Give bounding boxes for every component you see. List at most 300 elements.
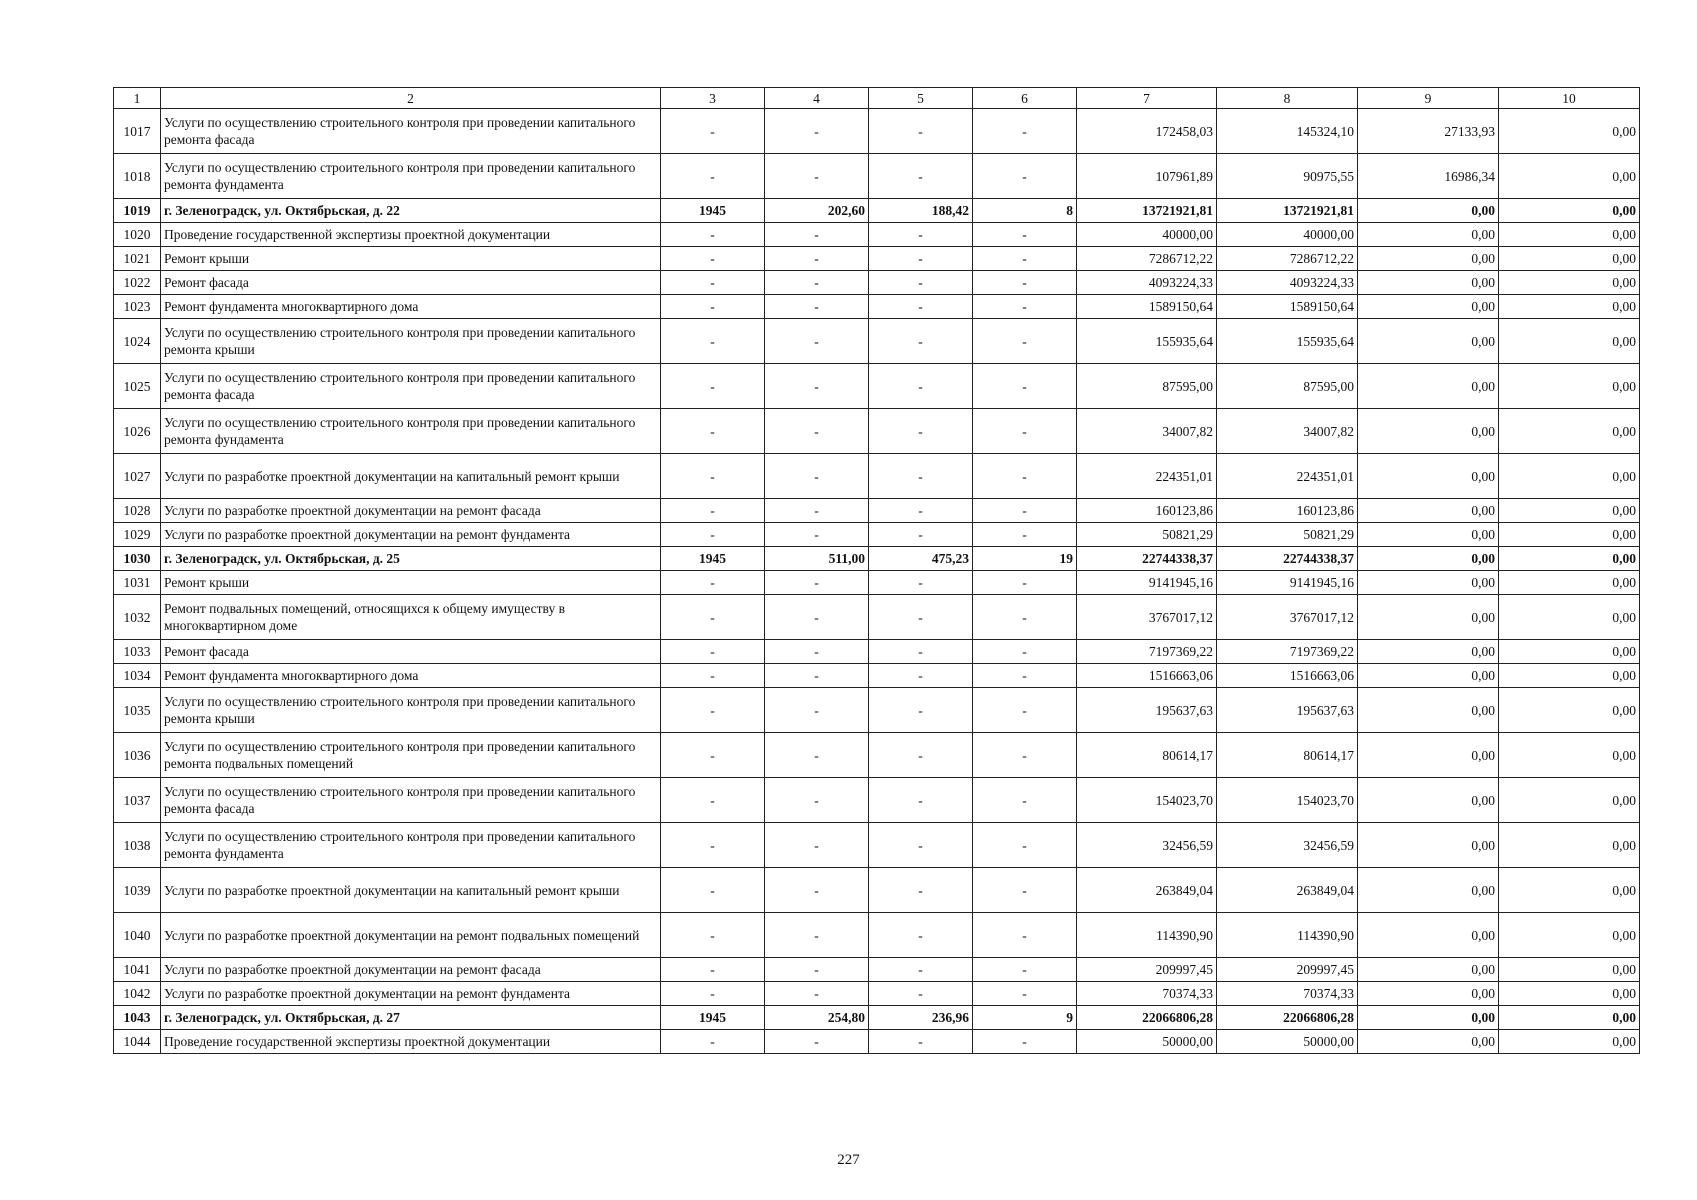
row-description: Услуги по осуществлению строительного контроля при проведении капитального ремонта фасада	[161, 364, 661, 409]
cell-col-6: -	[973, 982, 1077, 1006]
cell-col-5: -	[869, 247, 973, 271]
cell-col-6: -	[973, 571, 1077, 595]
table-row	[114, 913, 1640, 958]
cell-col-5: -	[869, 913, 973, 958]
cell-col-5: -	[869, 688, 973, 733]
cell-col-10: 0,00	[1499, 547, 1640, 571]
cell-col-7: 34007,82	[1077, 409, 1217, 454]
cell-col-7: 87595,00	[1077, 364, 1217, 409]
cell-col-5: -	[869, 733, 973, 778]
table-row	[114, 319, 1640, 364]
cell-col-3: 1945	[661, 199, 765, 223]
row-number: 1018	[114, 154, 161, 199]
cell-col-7: 209997,45	[1077, 958, 1217, 982]
table-row	[114, 523, 1640, 547]
cell-col-6: -	[973, 295, 1077, 319]
cell-col-4: -	[765, 982, 869, 1006]
table-row	[114, 1030, 1640, 1054]
cell-col-4: -	[765, 823, 869, 868]
cell-col-9: 0,00	[1358, 454, 1499, 499]
cell-col-3: -	[661, 319, 765, 364]
cell-col-6: -	[973, 595, 1077, 640]
cell-col-5: -	[869, 454, 973, 499]
cell-col-6: -	[973, 223, 1077, 247]
cell-col-10: 0,00	[1499, 499, 1640, 523]
cell-col-4: -	[765, 523, 869, 547]
row-description: Услуги по осуществлению строительного контроля при проведении капитального ремонта подвальных помещений	[161, 733, 661, 778]
row-description: Ремонт крыши	[161, 247, 661, 271]
cell-col-9: 0,00	[1358, 913, 1499, 958]
row-number: 1042	[114, 982, 161, 1006]
row-description: Услуги по осуществлению строительного контроля при проведении капитального ремонта фасада	[161, 109, 661, 154]
cell-col-5: -	[869, 319, 973, 364]
cell-col-3: -	[661, 154, 765, 199]
table-row	[114, 247, 1640, 271]
cell-col-8: 70374,33	[1217, 982, 1358, 1006]
cell-col-5: 236,96	[869, 1006, 973, 1030]
cell-col-3: 1945	[661, 1006, 765, 1030]
cell-col-8: 263849,04	[1217, 868, 1358, 913]
cell-col-9: 16986,34	[1358, 154, 1499, 199]
table-row	[114, 547, 1640, 571]
cell-col-10: 0,00	[1499, 913, 1640, 958]
cell-col-5: -	[869, 640, 973, 664]
cell-col-8: 9141945,16	[1217, 571, 1358, 595]
row-number: 1031	[114, 571, 161, 595]
cell-col-10: 0,00	[1499, 409, 1640, 454]
cell-col-10: 0,00	[1499, 1006, 1640, 1030]
row-description: Ремонт фасада	[161, 271, 661, 295]
cell-col-8: 7286712,22	[1217, 247, 1358, 271]
cell-col-10: 0,00	[1499, 595, 1640, 640]
cell-col-4: 511,00	[765, 547, 869, 571]
cell-col-8: 154023,70	[1217, 778, 1358, 823]
cell-col-9: 0,00	[1358, 547, 1499, 571]
cell-col-10: 0,00	[1499, 247, 1640, 271]
row-number: 1034	[114, 664, 161, 688]
cell-col-5: -	[869, 154, 973, 199]
cell-col-10: 0,00	[1499, 664, 1640, 688]
cell-col-7: 1516663,06	[1077, 664, 1217, 688]
column-header: 5	[869, 88, 973, 109]
cell-col-4: -	[765, 364, 869, 409]
cell-col-3: -	[661, 295, 765, 319]
cell-col-9: 0,00	[1358, 688, 1499, 733]
cell-col-4: -	[765, 1030, 869, 1054]
cell-col-3: -	[661, 1030, 765, 1054]
cell-col-3: -	[661, 958, 765, 982]
header-row	[114, 88, 1640, 109]
row-number: 1040	[114, 913, 161, 958]
cell-col-6: -	[973, 409, 1077, 454]
table-row	[114, 982, 1640, 1006]
cell-col-3: -	[661, 247, 765, 271]
table-row	[114, 271, 1640, 295]
cell-col-9: 0,00	[1358, 409, 1499, 454]
cell-col-8: 40000,00	[1217, 223, 1358, 247]
cell-col-8: 32456,59	[1217, 823, 1358, 868]
cell-col-9: 0,00	[1358, 271, 1499, 295]
cell-col-4: -	[765, 958, 869, 982]
column-header: 6	[973, 88, 1077, 109]
row-description: Проведение государственной экспертизы проектной документации	[161, 223, 661, 247]
cell-col-3: -	[661, 499, 765, 523]
column-header: 8	[1217, 88, 1358, 109]
table-row	[114, 958, 1640, 982]
row-number: 1033	[114, 640, 161, 664]
cell-col-5: -	[869, 499, 973, 523]
cell-col-4: -	[765, 271, 869, 295]
cell-col-4: -	[765, 640, 869, 664]
page-number: 227	[837, 1152, 860, 1168]
cell-col-7: 172458,03	[1077, 109, 1217, 154]
cell-col-9: 0,00	[1358, 319, 1499, 364]
cell-col-4: -	[765, 154, 869, 199]
row-number: 1022	[114, 271, 161, 295]
table-row	[114, 199, 1640, 223]
cell-col-7: 7286712,22	[1077, 247, 1217, 271]
cell-col-9: 0,00	[1358, 571, 1499, 595]
cell-col-7: 114390,90	[1077, 913, 1217, 958]
cell-col-5: -	[869, 109, 973, 154]
table-row	[114, 571, 1640, 595]
row-number: 1027	[114, 454, 161, 499]
cell-col-10: 0,00	[1499, 523, 1640, 547]
table-row	[114, 823, 1640, 868]
cell-col-9: 0,00	[1358, 199, 1499, 223]
row-number: 1021	[114, 247, 161, 271]
cell-col-3: -	[661, 664, 765, 688]
row-number: 1039	[114, 868, 161, 913]
cell-col-7: 7197369,22	[1077, 640, 1217, 664]
cell-col-7: 13721921,81	[1077, 199, 1217, 223]
cell-col-3: -	[661, 733, 765, 778]
row-description: Услуги по осуществлению строительного контроля при проведении капитального ремонта фундамента	[161, 823, 661, 868]
cell-col-9: 0,00	[1358, 295, 1499, 319]
cell-col-8: 145324,10	[1217, 109, 1358, 154]
row-description: Ремонт фундамента многоквартирного дома	[161, 295, 661, 319]
cell-col-8: 155935,64	[1217, 319, 1358, 364]
cell-col-4: -	[765, 454, 869, 499]
cell-col-8: 7197369,22	[1217, 640, 1358, 664]
row-description: Услуги по осуществлению строительного контроля при проведении капитального ремонта крыши	[161, 319, 661, 364]
cell-col-9: 0,00	[1358, 1030, 1499, 1054]
cell-col-4: -	[765, 688, 869, 733]
cell-col-5: -	[869, 271, 973, 295]
cell-col-5: -	[869, 364, 973, 409]
cell-col-8: 209997,45	[1217, 958, 1358, 982]
cell-col-10: 0,00	[1499, 733, 1640, 778]
cell-col-6: -	[973, 958, 1077, 982]
cell-col-3: -	[661, 523, 765, 547]
cell-col-6: -	[973, 778, 1077, 823]
cell-col-9: 0,00	[1358, 982, 1499, 1006]
row-description: Услуги по разработке проектной документации на ремонт фасада	[161, 499, 661, 523]
cell-col-8: 90975,55	[1217, 154, 1358, 199]
row-description: Услуги по разработке проектной документации на ремонт фундамента	[161, 523, 661, 547]
row-description: Проведение государственной экспертизы проектной документации	[161, 1030, 661, 1054]
table-row	[114, 409, 1640, 454]
cell-col-9: 0,00	[1358, 664, 1499, 688]
table-row	[114, 454, 1640, 499]
cell-col-5: -	[869, 595, 973, 640]
table-row	[114, 778, 1640, 823]
cell-col-5: -	[869, 571, 973, 595]
cell-col-8: 4093224,33	[1217, 271, 1358, 295]
cell-col-4: -	[765, 778, 869, 823]
row-description: Услуги по осуществлению строительного контроля при проведении капитального ремонта фундамента	[161, 154, 661, 199]
cell-col-4: -	[765, 223, 869, 247]
cell-col-6: -	[973, 664, 1077, 688]
row-number: 1024	[114, 319, 161, 364]
cell-col-8: 160123,86	[1217, 499, 1358, 523]
row-description: Ремонт фасада	[161, 640, 661, 664]
row-number: 1044	[114, 1030, 161, 1054]
row-number: 1037	[114, 778, 161, 823]
cell-col-4: -	[765, 664, 869, 688]
cell-col-3: -	[661, 571, 765, 595]
cell-col-8: 22066806,28	[1217, 1006, 1358, 1030]
table-row	[114, 688, 1640, 733]
cell-col-10: 0,00	[1499, 778, 1640, 823]
cell-col-7: 1589150,64	[1077, 295, 1217, 319]
row-description: Услуги по разработке проектной документации на ремонт фундамента	[161, 982, 661, 1006]
table-row	[114, 154, 1640, 199]
cell-col-3: -	[661, 271, 765, 295]
cell-col-5: -	[869, 778, 973, 823]
cell-col-3: -	[661, 913, 765, 958]
cell-col-6: -	[973, 154, 1077, 199]
column-header: 10	[1499, 88, 1640, 109]
cell-col-7: 155935,64	[1077, 319, 1217, 364]
table-row	[114, 295, 1640, 319]
cell-col-6: -	[973, 454, 1077, 499]
cell-col-5: -	[869, 958, 973, 982]
cell-col-6: -	[973, 913, 1077, 958]
cell-col-6: -	[973, 688, 1077, 733]
cell-col-3: -	[661, 823, 765, 868]
cell-col-7: 263849,04	[1077, 868, 1217, 913]
cell-col-9: 0,00	[1358, 499, 1499, 523]
cell-col-9: 0,00	[1358, 1006, 1499, 1030]
row-description: Услуги по разработке проектной документации на ремонт фасада	[161, 958, 661, 982]
cell-col-5: -	[869, 223, 973, 247]
cell-col-8: 80614,17	[1217, 733, 1358, 778]
cell-col-8: 1516663,06	[1217, 664, 1358, 688]
cell-col-10: 0,00	[1499, 958, 1640, 982]
cell-col-7: 40000,00	[1077, 223, 1217, 247]
row-number: 1023	[114, 295, 161, 319]
cell-col-10: 0,00	[1499, 688, 1640, 733]
cell-col-8: 13721921,81	[1217, 199, 1358, 223]
cell-col-8: 50000,00	[1217, 1030, 1358, 1054]
cell-col-4: -	[765, 295, 869, 319]
cell-col-9: 0,00	[1358, 640, 1499, 664]
cell-col-10: 0,00	[1499, 295, 1640, 319]
row-description: Услуги по разработке проектной документации на капитальный ремонт крыши	[161, 868, 661, 913]
cell-col-10: 0,00	[1499, 199, 1640, 223]
column-header: 7	[1077, 88, 1217, 109]
cell-col-8: 1589150,64	[1217, 295, 1358, 319]
cell-col-7: 107961,89	[1077, 154, 1217, 199]
cell-col-10: 0,00	[1499, 640, 1640, 664]
cell-col-9: 0,00	[1358, 778, 1499, 823]
cell-col-9: 0,00	[1358, 223, 1499, 247]
row-description: Услуги по осуществлению строительного контроля при проведении капитального ремонта крыши	[161, 688, 661, 733]
cell-col-10: 0,00	[1499, 154, 1640, 199]
cell-col-9: 0,00	[1358, 958, 1499, 982]
cell-col-4: -	[765, 247, 869, 271]
cell-col-8: 34007,82	[1217, 409, 1358, 454]
cell-col-7: 22066806,28	[1077, 1006, 1217, 1030]
cell-col-6: -	[973, 499, 1077, 523]
table-row	[114, 595, 1640, 640]
cell-col-8: 3767017,12	[1217, 595, 1358, 640]
cell-col-10: 0,00	[1499, 223, 1640, 247]
cell-col-3: -	[661, 409, 765, 454]
cell-col-8: 195637,63	[1217, 688, 1358, 733]
cell-col-3: -	[661, 982, 765, 1006]
cell-col-7: 160123,86	[1077, 499, 1217, 523]
row-number: 1041	[114, 958, 161, 982]
row-number: 1035	[114, 688, 161, 733]
table-row	[114, 223, 1640, 247]
cell-col-9: 0,00	[1358, 523, 1499, 547]
cell-col-3: -	[661, 778, 765, 823]
cell-col-4: -	[765, 733, 869, 778]
cell-col-5: 475,23	[869, 547, 973, 571]
cell-col-10: 0,00	[1499, 364, 1640, 409]
row-description: Ремонт фундамента многоквартирного дома	[161, 664, 661, 688]
cell-col-7: 3767017,12	[1077, 595, 1217, 640]
cell-col-6: -	[973, 733, 1077, 778]
cell-col-8: 114390,90	[1217, 913, 1358, 958]
row-number: 1029	[114, 523, 161, 547]
cell-col-4: -	[765, 409, 869, 454]
cell-col-4: -	[765, 499, 869, 523]
row-number: 1038	[114, 823, 161, 868]
cell-col-5: -	[869, 664, 973, 688]
cell-col-8: 87595,00	[1217, 364, 1358, 409]
column-header: 1	[114, 88, 161, 109]
cell-col-3: 1945	[661, 547, 765, 571]
cell-col-4: -	[765, 913, 869, 958]
cell-col-5: -	[869, 409, 973, 454]
row-description: г. Зеленоградск, ул. Октябрьская, д. 22	[161, 199, 661, 223]
cell-col-5: -	[869, 523, 973, 547]
cell-col-9: 0,00	[1358, 823, 1499, 868]
cell-col-3: -	[661, 688, 765, 733]
cell-col-8: 50821,29	[1217, 523, 1358, 547]
row-number: 1017	[114, 109, 161, 154]
cell-col-7: 4093224,33	[1077, 271, 1217, 295]
row-description: Ремонт крыши	[161, 571, 661, 595]
cell-col-8: 22744338,37	[1217, 547, 1358, 571]
cell-col-7: 224351,01	[1077, 454, 1217, 499]
cell-col-9: 0,00	[1358, 733, 1499, 778]
column-header: 3	[661, 88, 765, 109]
row-description: г. Зеленоградск, ул. Октябрьская, д. 27	[161, 1006, 661, 1030]
table-row	[114, 664, 1640, 688]
cell-col-3: -	[661, 223, 765, 247]
column-header: 4	[765, 88, 869, 109]
row-number: 1032	[114, 595, 161, 640]
table-row	[114, 733, 1640, 778]
cell-col-8: 224351,01	[1217, 454, 1358, 499]
row-description: Ремонт подвальных помещений, относящихся к общему имуществу в многоквартирном доме	[161, 595, 661, 640]
cell-col-9: 0,00	[1358, 364, 1499, 409]
row-description: г. Зеленоградск, ул. Октябрьская, д. 25	[161, 547, 661, 571]
cell-col-3: -	[661, 109, 765, 154]
cell-col-4: 202,60	[765, 199, 869, 223]
cell-col-5: -	[869, 982, 973, 1006]
cell-col-4: -	[765, 595, 869, 640]
table-row	[114, 364, 1640, 409]
cell-col-3: -	[661, 364, 765, 409]
cell-col-10: 0,00	[1499, 868, 1640, 913]
row-number: 1026	[114, 409, 161, 454]
row-number: 1020	[114, 223, 161, 247]
row-number: 1043	[114, 1006, 161, 1030]
cell-col-4: -	[765, 868, 869, 913]
cell-col-10: 0,00	[1499, 271, 1640, 295]
cell-col-7: 32456,59	[1077, 823, 1217, 868]
cell-col-4: 254,80	[765, 1006, 869, 1030]
cell-col-7: 50000,00	[1077, 1030, 1217, 1054]
cell-col-10: 0,00	[1499, 823, 1640, 868]
cell-col-7: 70374,33	[1077, 982, 1217, 1006]
cell-col-6: -	[973, 523, 1077, 547]
table-row	[114, 499, 1640, 523]
row-description: Услуги по осуществлению строительного контроля при проведении капитального ремонта фасада	[161, 778, 661, 823]
cell-col-3: -	[661, 868, 765, 913]
cell-col-6: -	[973, 247, 1077, 271]
table-row	[114, 109, 1640, 154]
table-row	[114, 640, 1640, 664]
cell-col-4: -	[765, 571, 869, 595]
cell-col-10: 0,00	[1499, 109, 1640, 154]
cell-col-5: -	[869, 1030, 973, 1054]
cell-col-7: 154023,70	[1077, 778, 1217, 823]
cell-col-6: 9	[973, 1006, 1077, 1030]
row-number: 1036	[114, 733, 161, 778]
cell-col-6: 8	[973, 199, 1077, 223]
table-row	[114, 1006, 1640, 1030]
table-row	[114, 868, 1640, 913]
cell-col-7: 80614,17	[1077, 733, 1217, 778]
cell-col-3: -	[661, 454, 765, 499]
cell-col-6: 19	[973, 547, 1077, 571]
column-header: 2	[161, 88, 661, 109]
column-header: 9	[1358, 88, 1499, 109]
cell-col-9: 0,00	[1358, 595, 1499, 640]
data-table	[113, 87, 1640, 1054]
row-description: Услуги по разработке проектной документации на капитальный ремонт крыши	[161, 454, 661, 499]
cell-col-9: 0,00	[1358, 868, 1499, 913]
cell-col-10: 0,00	[1499, 454, 1640, 499]
row-description: Услуги по разработке проектной документации на ремонт подвальных помещений	[161, 913, 661, 958]
cell-col-6: -	[973, 640, 1077, 664]
cell-col-10: 0,00	[1499, 1030, 1640, 1054]
cell-col-7: 22744338,37	[1077, 547, 1217, 571]
row-description: Услуги по осуществлению строительного контроля при проведении капитального ремонта фундамента	[161, 409, 661, 454]
cell-col-5: -	[869, 868, 973, 913]
cell-col-6: -	[973, 271, 1077, 295]
cell-col-6: -	[973, 823, 1077, 868]
cell-col-6: -	[973, 1030, 1077, 1054]
cell-col-5: 188,42	[869, 199, 973, 223]
cell-col-5: -	[869, 295, 973, 319]
